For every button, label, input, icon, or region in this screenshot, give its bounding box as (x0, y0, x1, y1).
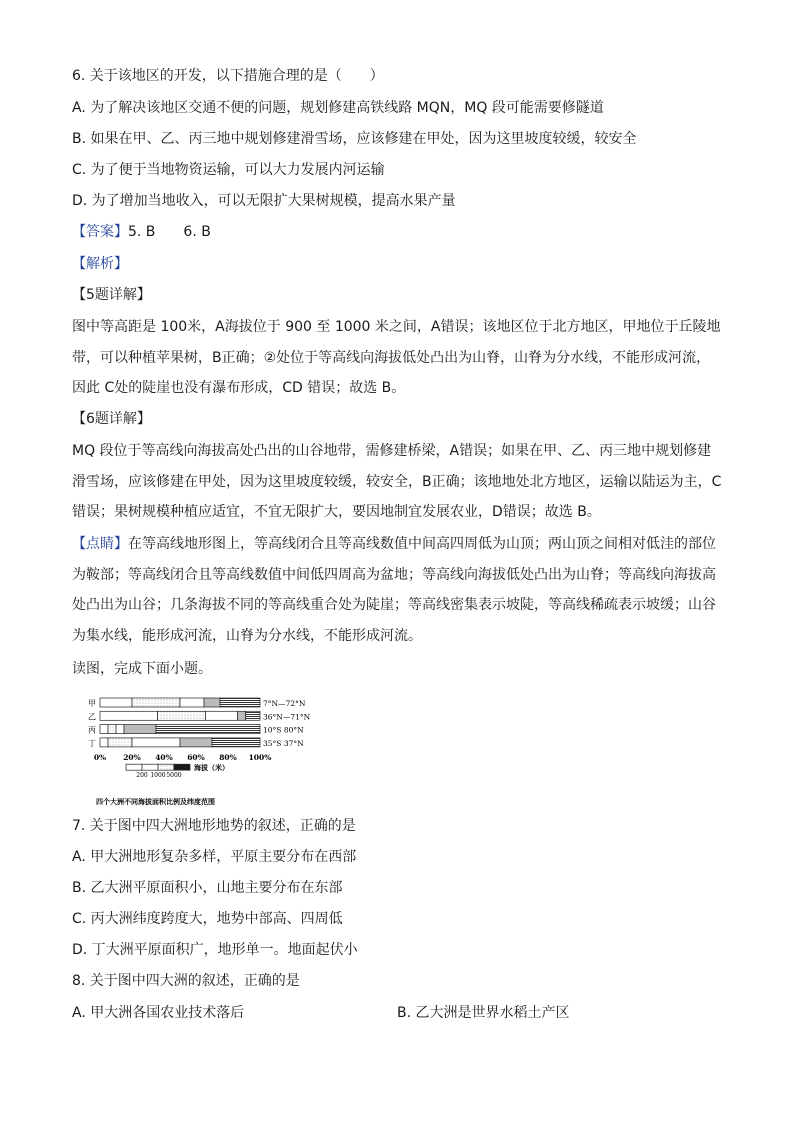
bar-segment (116, 725, 124, 734)
row-label: 丁 (88, 738, 96, 748)
bar-group (88, 698, 311, 748)
bar-segment (100, 725, 108, 734)
bar-segment (204, 698, 220, 707)
altitude-latitude-chart (88, 696, 318, 806)
legend-break: 5000 (166, 772, 182, 780)
legend-swatch (126, 764, 142, 770)
bar-segment (100, 738, 108, 747)
detail6-label: 【6题详解】 (72, 411, 151, 427)
q6-stem: 6. 关于该地区的开发，以下措施合理的是（ ） (72, 68, 384, 84)
bar-segment (238, 711, 246, 720)
bar-segment (158, 711, 206, 720)
x-tick-label: 60% (187, 753, 205, 763)
detail6-text: MQ 段位于等高线向海拔高处凸出的山谷地带，需修建桥梁，A错误；如果在甲、乙、丙三地中规划修建滑雪场，应该修建在甲处，因为这里坡度较缓，较安全，B正确；该地地处北方地区，运输以陆运为主，C错误；果树规模种植应适宜，不宜无限扩大，要因地制宜发展农业，D错误；故选 B。 (72, 443, 722, 520)
x-tick-label: 40% (155, 753, 173, 763)
bar-segment (246, 711, 260, 720)
legend-swatch (174, 764, 190, 770)
answer-value: 5. B 6. B (128, 224, 211, 240)
tips-text: 在等高线地形图上，等高线闭合且等高线数值中间高四周低为山顶；两山顶之间相对低洼的部位为鞍部；等高线闭合且等高线数值中间低四周高为盆地；等高线向海拔低处凸出为山脊；等高线向海拔高处凸出为山谷；几条海拔不同的等高线重合处为陡崖；等高线密集表示坡陡，等高线稀疏表示坡缓；山谷为集水线，能形成河流，山脊为分水线，不能形成河流。 (72, 536, 716, 644)
chart-title: 四个大洲不同海拔面积比例及纬度范围 (96, 797, 215, 806)
q8-stem: 8. 关于图中四大洲的叙述，正确的是 (72, 973, 300, 989)
bar-segment (156, 725, 260, 734)
detail5-label: 【5题详解】 (72, 287, 151, 303)
bar-segment (132, 738, 180, 747)
bar-segment (206, 711, 238, 720)
bar-segment (124, 725, 156, 734)
q7-option-b: B. 乙大洲平原面积小，山地主要分布在东部 (72, 880, 343, 896)
q6-option-c: C. 为了便于当地物资运输，可以大力发展内河运输 (72, 162, 385, 178)
analysis-label: 【解析】 (72, 256, 128, 272)
bar-segment (212, 738, 260, 747)
latitude-label: 36°N—71°N (263, 712, 311, 722)
latitude-label: 35°S 37°N (263, 738, 304, 748)
legend-swatch (142, 764, 158, 770)
detail5-text: 图中等高距是 100米，A海拔位于 900 至 1000 米之间，A错误；该地区位于北方地区，甲地位于丘陵地带，可以种植苹果树，B正确；②处位于等高线向海拔低处凸出为山脊，山脊为分水线，不能形成河流，因此 C处的陡崖也没有瀑布形成，CD 错误；故选 B。 (72, 319, 721, 396)
answer-label: 【答案】 (72, 224, 128, 240)
legend-break: 1000 (150, 772, 166, 780)
x-tick-label: 0% (93, 753, 107, 763)
legend-swatch (158, 764, 174, 770)
x-tick-label: 20% (123, 753, 141, 763)
read-prompt: 读图，完成下面小题。 (72, 661, 212, 677)
tips-label: 【点睛】 (72, 536, 128, 552)
q7-option-d: D. 丁大洲平原面积广，地形单一。地面起伏小 (72, 942, 358, 958)
bar-segment (180, 698, 204, 707)
q8-option-a: A. 甲大洲各国农业技术落后 (72, 1005, 245, 1021)
bar-segment (132, 698, 180, 707)
bar-segment (100, 711, 158, 720)
legend-break: 200 (136, 772, 148, 780)
q7-option-a: A. 甲大洲地形复杂多样，平原主要分布在西部 (72, 849, 357, 865)
row-label: 乙 (88, 712, 96, 722)
q8-option-b: B. 乙大洲是世界水稻土产区 (397, 1005, 570, 1021)
bar-segment (108, 725, 116, 734)
q7-stem: 7. 关于图中四大洲地形地势的叙述，正确的是 (72, 818, 356, 834)
bar-segment (108, 738, 132, 747)
q6-option-a: A. 为了解决该地区交通不便的问题，规划修建高铁线路 MQN，MQ 段可能需要修隧道 (72, 100, 604, 116)
x-tick-label: 100% (248, 753, 272, 763)
bar-segment (220, 698, 260, 707)
latitude-label: 10°S 80°N (263, 725, 304, 735)
tick-group (94, 753, 272, 762)
row-label: 甲 (88, 699, 96, 708)
bar-segment (180, 738, 212, 747)
x-tick-label: 80% (219, 753, 237, 763)
chart-svg (88, 696, 318, 806)
legend-label: 海拔（米） (194, 763, 229, 773)
q6-option-d: D. 为了增加当地收入，可以无限扩大果树规模，提高水果产量 (72, 193, 456, 209)
tips-paragraph (72, 529, 722, 651)
bar-segment (100, 698, 132, 707)
answer-line (72, 222, 211, 242)
q7-option-c: C. 丙大洲纬度跨度大，地势中部高、四周低 (72, 911, 343, 927)
q6-option-b: B. 如果在甲、乙、丙三地中规划修建滑雪场，应该修建在甲处，因为这里坡度较缓，较安全 (72, 131, 637, 147)
legend-group (126, 763, 229, 779)
latitude-label: 7°N—72°N (263, 699, 306, 708)
row-label: 丙 (88, 725, 96, 735)
